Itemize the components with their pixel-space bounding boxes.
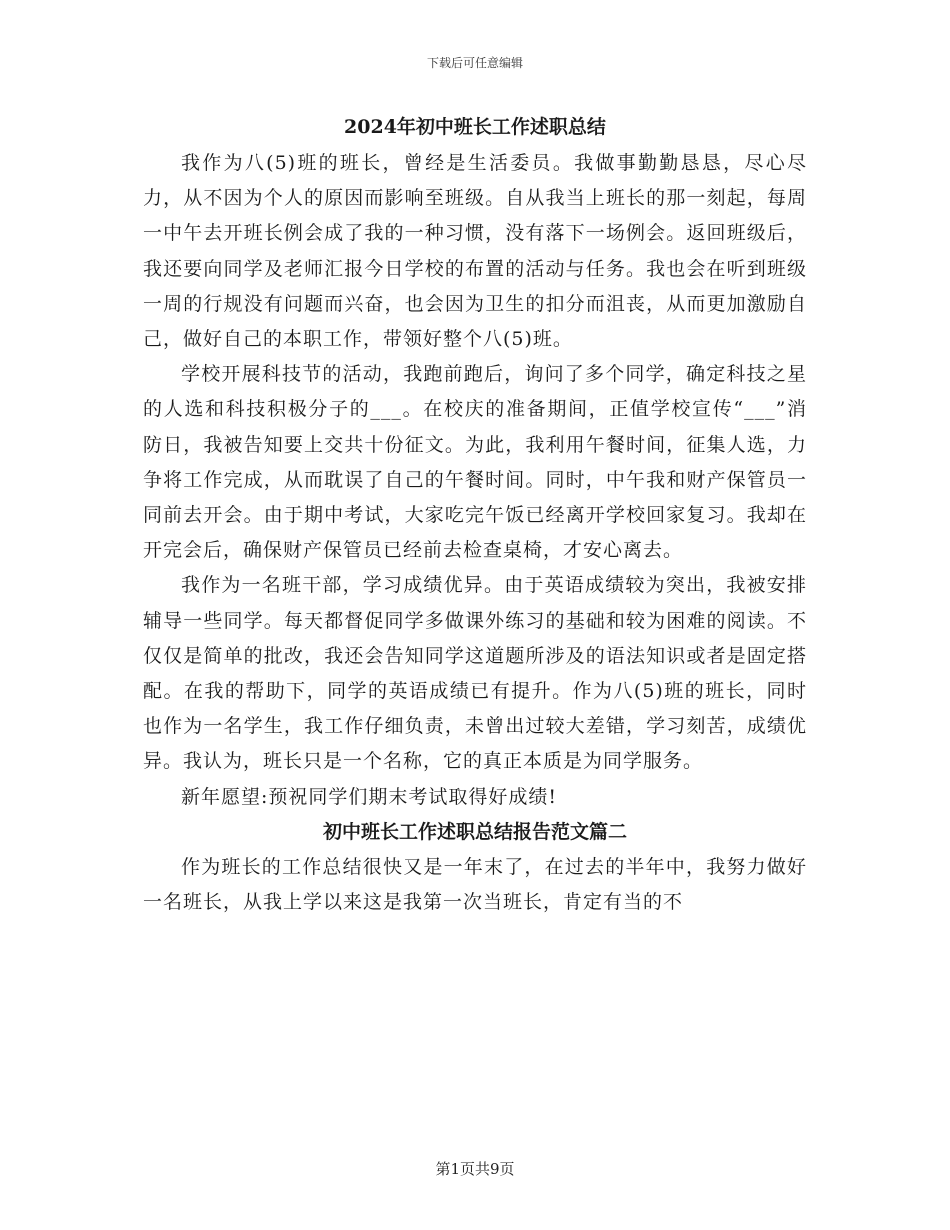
header-note: 下载后可任意编辑 bbox=[426, 56, 523, 70]
page-indicator: 第1页共9页 bbox=[435, 1160, 515, 1178]
paragraph-1: 我作为八(5)班的班长，曾经是生活委员。我做事勤勤恳恳，尽心尽力，从不因为个人的原因而影响至班级。自从我当上班长的那一刻起，每周一中午去开班长例会成了我的一种习惯，没有落下一场例会。返回班级后，我还要向同学及老师汇报今日学校的布置的活动与任务。我也会在听到班级一周的行规没有问题而兴奋，也会因为卫生的扣分而沮丧，从而更加激励自己，做好自己的本职工作，带领好整个八(5)班。 bbox=[143, 152, 807, 351]
section2-paragraph-1: 作为班长的工作总结很快又是一年末了，在过去的半年中，我努力做好一名班长，从我上学以来这是我第一次当班长，肯定有当的不 bbox=[143, 855, 807, 914]
paragraph-3: 我作为一名班干部，学习成绩优异。由于英语成绩较为突出，我被安排辅导一些同学。每天都督促同学多做课外练习的基础和较为困难的阅读。不仅仅是简单的批改，我还会告知同学这道题所涉及的语法知识或者是固定搭配。在我的帮助下，同学的英语成绩已有提升。作为八(5)班的班长，同时也作为一名学生，我工作仔细负责，未曾出过较大差错，学习刻苦，成绩优异。我认为，班长只是一个名称，它的真正本质是为同学服务。 bbox=[143, 574, 807, 773]
paragraph-4: 新年愿望:预祝同学们期末考试取得好成绩! bbox=[181, 785, 558, 808]
document-body bbox=[143, 110, 807, 920]
document-title: 2024年初中班长工作述职总结 bbox=[344, 116, 606, 138]
paragraph-2: 学校开展科技节的活动，我跑前跑后，询问了多个同学，确定科技之星的人选和科技积极分子的___。在校庆的准备期间，正值学校宣传“___”消防日，我被告知要上交共十份征文。为此，我利用午餐时间，征集人选，力争将工作完成，从而耽误了自己的午餐时间。同时，中午我和财产保管员一同前去开会。由于期中考试，大家吃完午饭已经离开学校回家复习。我却在开完会后，确保财产保管员已经前去检查桌椅，才安心离去。 bbox=[143, 363, 807, 562]
section-title: 初中班长工作述职总结报告范文篇二 bbox=[322, 820, 627, 843]
